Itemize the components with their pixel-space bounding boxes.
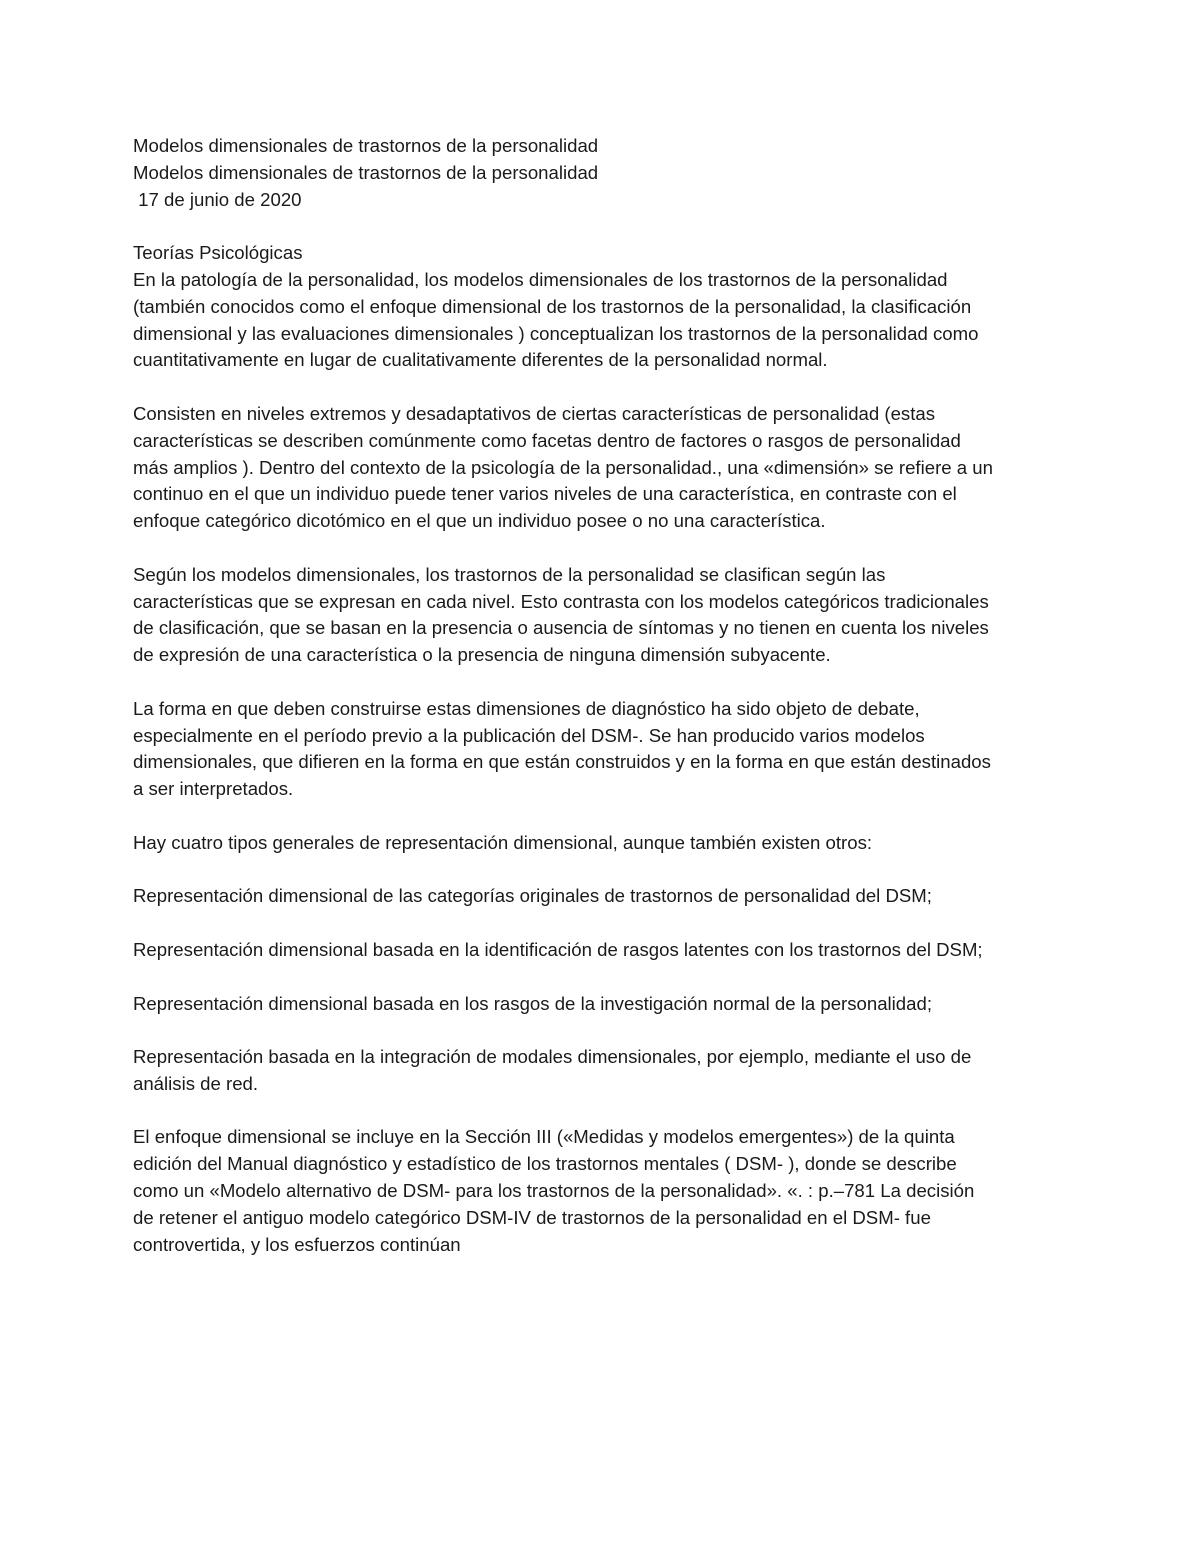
paragraph-debate: La forma en que deben construirse estas dimensiones de diagnóstico ha sido objeto de debate, especialmente en el período previo a la publicación del DSM-. Se han producido varios modelos dimensionales, que difieren en la forma en que están construidos y en la forma en que están destinados a ser interpretados. (133, 697, 991, 800)
list-item-type-3: Representación dimensional basada en los rasgos de la investigación normal de la personalidad; (133, 992, 932, 1014)
paragraph-classification: Según los modelos dimensionales, los trastornos de la personalidad se clasifican según las características que se expresan en cada nivel. Esto contrasta con los modelos categóricos tradicionales de clasificación, que se basan en la presencia o ausencia de síntomas y no tienen en cuenta los niveles de expresión de una característica o la presencia de ninguna dimensión subyacente. (133, 563, 989, 666)
document-date: 17 de junio de 2020 (133, 188, 302, 210)
paragraph-intro: En la patología de la personalidad, los modelos dimensionales de los trastornos de la personalidad (también conocidos como el enfoque dimensional de los trastornos de la personalidad, la clasificación dimensional y las evaluaciones dimensionales ) conceptualizan los trastornos de la personalidad como cuantitativamente en lugar de cualitativamente diferentes de la personalidad normal. (133, 268, 979, 371)
list-item-type-1: Representación dimensional de las categorías originales de trastornos de personalidad del DSM; (133, 885, 932, 907)
document-page (133, 133, 993, 1285)
list-item-type-4: Representación basada en la integración de modales dimensionales, por ejemplo, mediante el uso de análisis de red. (133, 1046, 972, 1094)
document-subtitle: Modelos dimensionales de trastornos de la personalidad (133, 161, 599, 183)
paragraph-types-intro: Hay cuatro tipos generales de representación dimensional, aunque también existen otros: (133, 831, 873, 853)
document-category: Teorías Psicológicas (133, 242, 303, 264)
spacer (133, 213, 993, 240)
document-title: Modelos dimensionales de trastornos de la personalidad (133, 135, 599, 156)
paragraph-definition: Consisten en niveles extremos y desadaptativos de ciertas características de personalidad (estas características se describen comúnmente como facetas dentro de factores o rasgos de personalidad más amplios ). Dentro del contexto de la psicología de la personalidad., una «dimensión» se refiere a un continuo en el que un individuo puede tener varios niveles de una característica, en contraste con el enfoque categórico dicotómico en el que un individuo posee o no una característica. (133, 402, 993, 532)
list-item-type-2: Representación dimensional basada en la identificación de rasgos latentes con los trastornos del DSM; (133, 938, 983, 960)
paragraph-dsm5: El enfoque dimensional se incluye en la Sección III («Medidas y modelos emergentes») de la quinta edición del Manual diagnóstico y estadístico de los trastornos mentales ( DSM- ), donde se describe como un «Modelo alternativo de DSM- para los trastornos de la personalidad». «. : p.–781 La decisión de retener el antiguo modelo categórico DSM-IV de trastornos de la personalidad en el DSM- fue controvertida, y los esfuerzos continúan (133, 1126, 975, 1255)
